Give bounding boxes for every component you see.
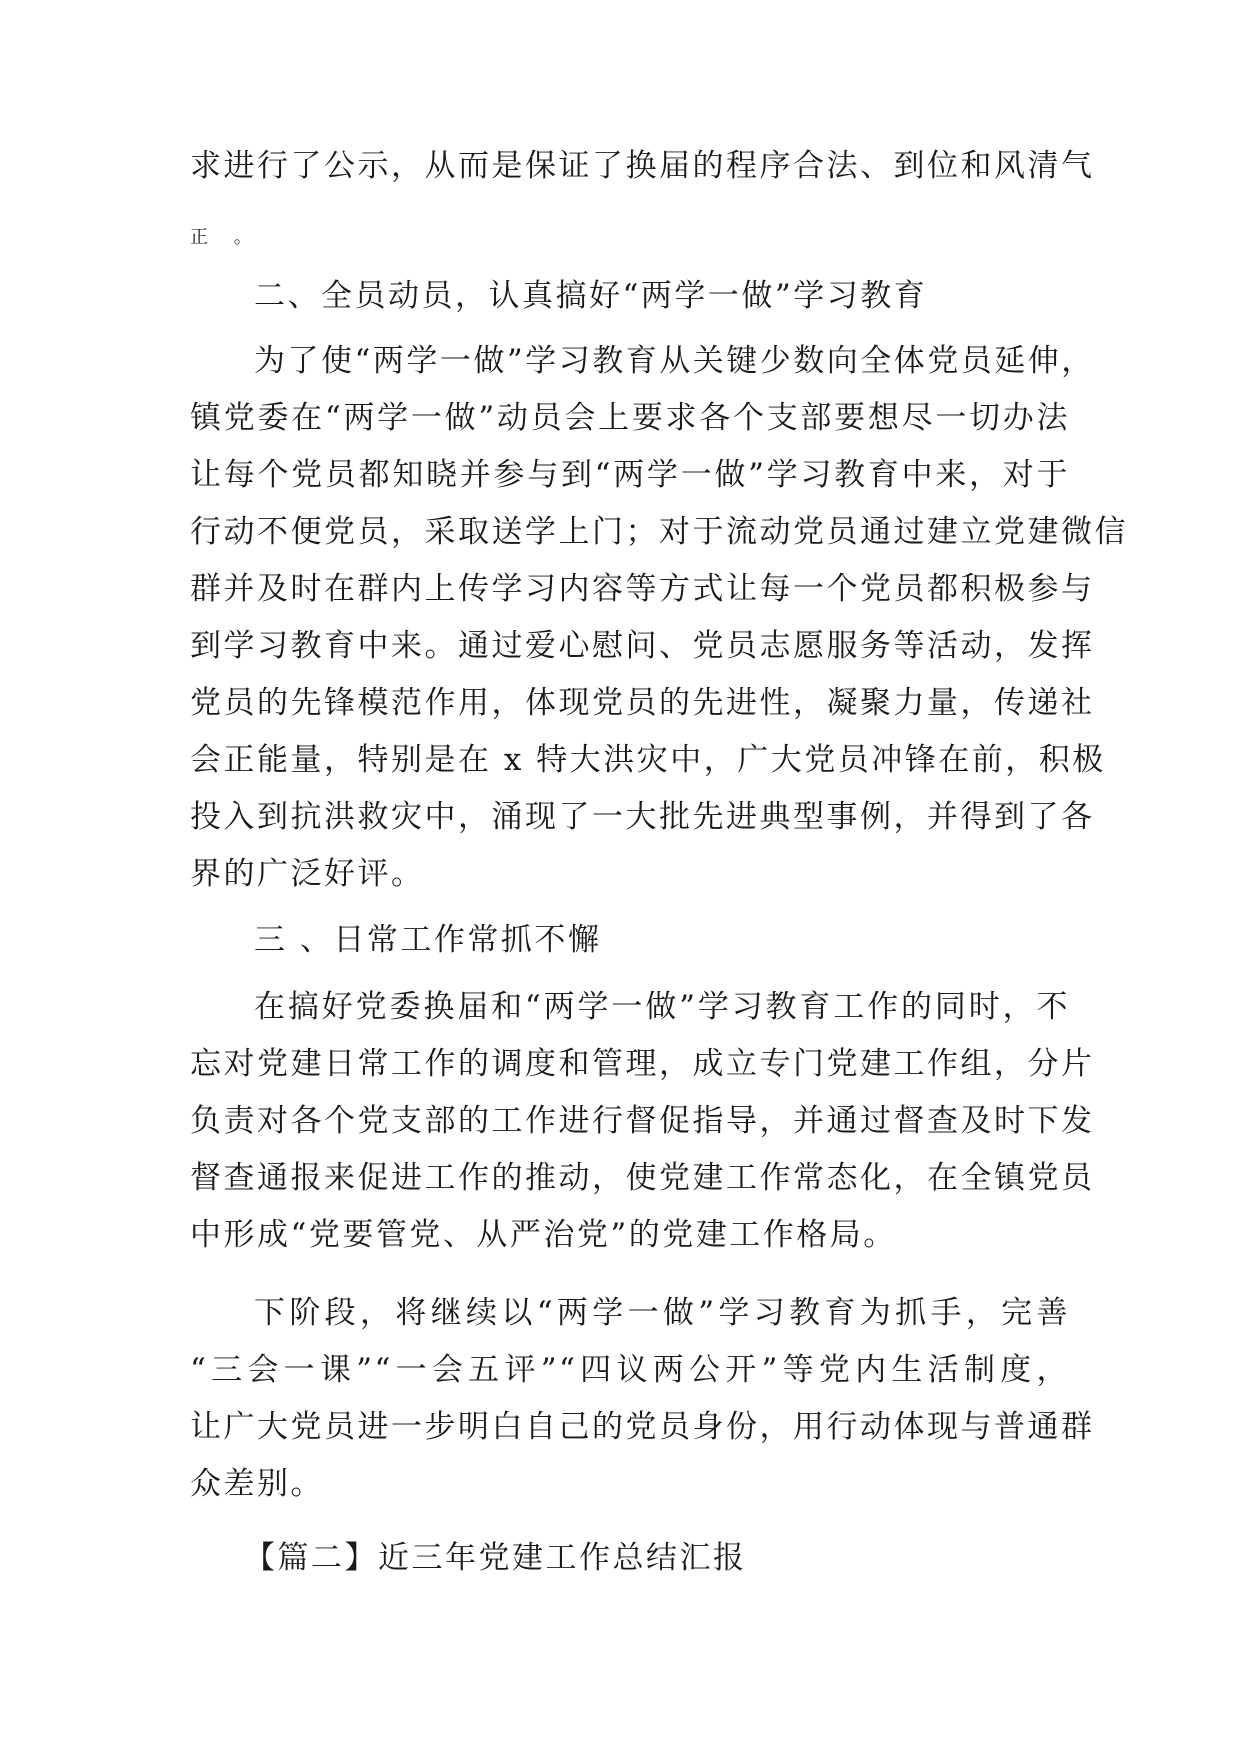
paragraph-line: 让广大党员进一步明白自己的党员身份，用行动体现与普通群 <box>190 1409 1095 1445</box>
paragraph-line: 到学习教育中来。通过爱心慰问、党员志愿服务等活动，发挥 <box>190 628 1095 664</box>
paragraph-line: 求进行了公示，从而是保证了换届的程序合法、到位和风清气 <box>190 148 1095 184</box>
paragraph-line: 忘对党建日常工作的调度和管理，成立专门党建工作组，分片 <box>190 1046 1095 1082</box>
paragraph-line: 在搞好党委换届和“两学一做”学习教育工作的同时，不 <box>254 989 1070 1025</box>
paragraph-line: 众差别。 <box>190 1466 324 1502</box>
paragraph-line: 行动不便党员，采取送学上门；对于流动党员通过建立党建微信 <box>190 514 1128 550</box>
paragraph-line: 群并及时在群内上传学习内容等方式让每一个党员都积极参与 <box>190 571 1095 607</box>
article-title: 【篇二】近三年党建工作总结汇报 <box>244 1540 747 1576</box>
paragraph-line: 为了使“两学一做”学习教育从关键少数向全体党员延伸， <box>254 343 1095 379</box>
paragraph-line: 下阶段，将继续以“两学一做”学习教育为抓手，完善 <box>254 1295 1070 1331</box>
paragraph-line: 督查通报来促进工作的推动，使党建工作常态化，在全镇党员 <box>190 1160 1095 1196</box>
paragraph-line: 让每个党员都知晓并参与到“两学一做”学习教育中来，对于 <box>190 457 1070 493</box>
paragraph-line: 会正能量，特别是在 x 特大洪灾中，广大党员冲锋在前，积极 <box>190 742 1106 778</box>
paragraph-line: 党员的先锋模范作用，体现党员的先进性，凝聚力量，传递社 <box>190 685 1095 721</box>
paragraph-line: 投入到抗洪救灾中，涌现了一大批先进典型事例，并得到了各 <box>190 799 1095 835</box>
paragraph-line: 负责对各个党支部的工作进行督促指导，并通过督查及时下发 <box>190 1103 1095 1139</box>
section-heading: 三 、日常工作常抓不懈 <box>254 922 602 958</box>
paragraph-line: 界的广泛好评。 <box>190 856 425 892</box>
paragraph-line: 中形成“党要管党、从严治党”的党建工作格局。 <box>190 1217 897 1253</box>
paragraph-line: “三会一课”“一会五评”“四议两公开”等党内生活制度， <box>190 1352 1070 1388</box>
section-heading: 二、全员动员，认真搞好“两学一做”学习教育 <box>254 278 928 314</box>
paragraph-line: 镇党委在“两学一做”动员会上要求各个支部要想尽一切办法 <box>190 400 1070 436</box>
paragraph-line: 正 。 <box>190 227 262 248</box>
